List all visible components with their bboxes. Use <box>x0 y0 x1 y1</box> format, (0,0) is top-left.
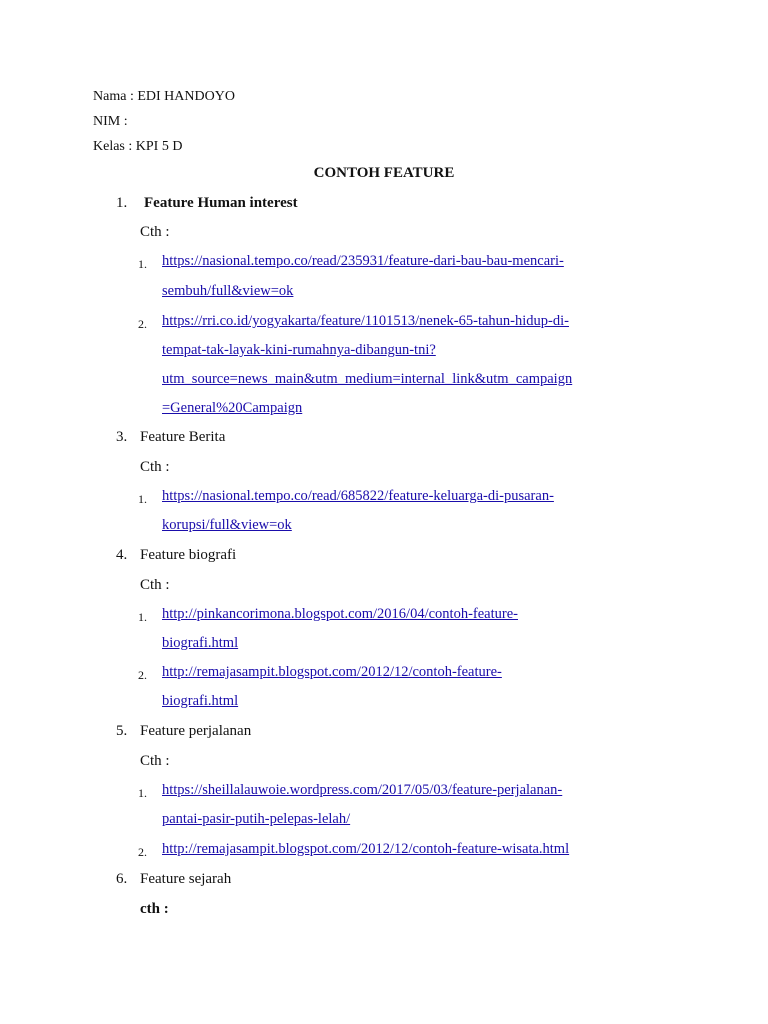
link-line[interactable]: tempat-tak-layak-kini-rumahnya-dibangun-tni? <box>162 342 436 358</box>
section-heading: Feature Berita <box>140 429 226 445</box>
name-value: EDI HANDOYO <box>137 89 235 104</box>
page-title: CONTOH FEATURE <box>313 165 455 181</box>
nim-separator: : <box>120 114 128 129</box>
section-number: 5. <box>116 723 128 739</box>
section-heading: Feature sejarah <box>140 871 232 887</box>
link-line[interactable]: https://nasional.tempo.co/read/235931/feature-dari-bau-bau-mencari- <box>162 253 564 269</box>
section-heading: Feature perjalanan <box>140 723 252 739</box>
link-line[interactable]: https://nasional.tempo.co/read/685822/feature-keluarga-di-pusaran- <box>162 488 554 504</box>
link-number: 1. <box>138 492 147 506</box>
link-number: 2. <box>138 668 147 682</box>
example-label: cth : <box>140 901 169 917</box>
link-line[interactable]: pantai-pasir-putih-pelepas-lelah/ <box>162 811 351 827</box>
link-line[interactable]: http://remajasampit.blogspot.com/2012/12/contoh-feature- <box>162 664 502 680</box>
section-heading: Feature Human interest <box>144 195 298 211</box>
link-line[interactable]: https://sheillalauwoie.wordpress.com/2017/05/03/feature-perjalanan- <box>162 782 563 798</box>
link-line[interactable]: =General%20Campaign <box>162 400 303 416</box>
class-value: KPI 5 D <box>135 139 183 154</box>
student-nim-line <box>93 113 128 131</box>
student-name-line <box>93 88 235 106</box>
link-line[interactable]: https://rri.co.id/yogyakarta/feature/1101513/nenek-65-tahun-hidup-di- <box>162 313 569 329</box>
nim-label: NIM <box>93 114 121 129</box>
example-label: Cth : <box>140 459 170 475</box>
link-line[interactable]: biografi.html <box>162 635 239 651</box>
link-line[interactable]: biografi.html <box>162 693 239 709</box>
example-label: Cth : <box>140 224 170 240</box>
section-number: 6. <box>116 871 128 887</box>
link-number: 2. <box>138 845 147 859</box>
link-number: 1. <box>138 610 147 624</box>
section-number: 1. <box>116 195 128 211</box>
link-number: 1. <box>138 786 147 800</box>
student-class-line <box>93 138 182 156</box>
class-label: Kelas <box>93 139 125 154</box>
link-line[interactable]: korupsi/full&view=ok <box>162 517 292 533</box>
section-heading: Feature biografi <box>140 547 237 563</box>
link-line[interactable]: utm_source=news_main&utm_medium=internal_link&utm_campaign <box>162 371 573 387</box>
section-number: 4. <box>116 547 128 563</box>
class-separator: : <box>124 139 136 154</box>
example-label: Cth : <box>140 753 170 769</box>
name-label: Nama <box>93 89 127 104</box>
link-line[interactable]: http://remajasampit.blogspot.com/2012/12/contoh-feature-wisata.html <box>162 841 570 857</box>
section-number: 3. <box>116 429 128 445</box>
example-label: Cth : <box>140 577 170 593</box>
link-number: 1. <box>138 257 147 271</box>
link-line[interactable]: sembuh/full&view=ok <box>162 283 294 299</box>
name-separator: : <box>126 89 138 104</box>
link-line[interactable]: http://pinkancorimona.blogspot.com/2016/04/contoh-feature- <box>162 606 518 622</box>
link-number: 2. <box>138 317 147 331</box>
